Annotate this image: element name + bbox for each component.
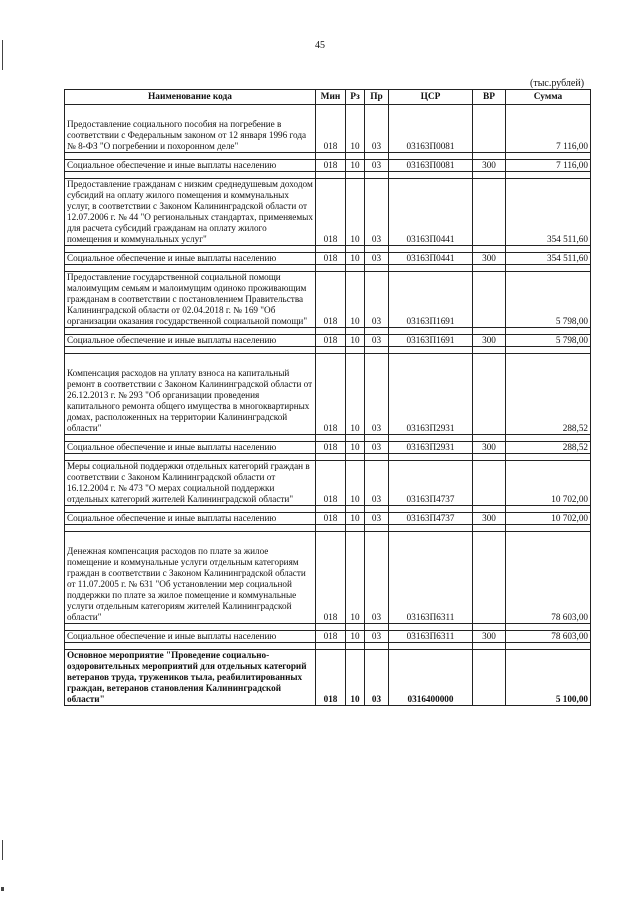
header-vr: ВР — [473, 90, 506, 105]
table-row — [65, 650, 591, 706]
row-spacer — [65, 265, 591, 272]
cell-name: Денежная компенсация расходов по плате за жилое помещение и коммунальные услуги отдельным категориям граждан в соответствии с Законом Калининградской области от 11.07.2005 г. № 631 "Об установлении мер социальной поддержки по плате за жилое помещение и коммунальные услуги отдельным категориям жителей Калининградской области" — [65, 532, 316, 624]
spacer-cell — [316, 506, 346, 513]
cell-name: Основное мероприятие "Проведение социально-оздоровительных мероприятий для отдельных категорий ветеранов труда, тружеников тыла, реабилитированных граждан, ветеранов становления Калининградской области" — [65, 650, 316, 706]
spacer-cell — [65, 525, 316, 532]
table-row — [65, 179, 591, 246]
spacer-cell — [316, 246, 346, 253]
spacer-cell — [389, 246, 473, 253]
spacer-cell — [473, 454, 506, 461]
cell-sum: 5 798,00 — [506, 335, 591, 347]
cell-pr: 03 — [365, 532, 389, 624]
page-number: 45 — [315, 40, 325, 51]
table-row — [65, 335, 591, 347]
cell-sum: 288,52 — [506, 442, 591, 454]
spacer-cell — [473, 525, 506, 532]
cell-csr: 03163П0441 — [389, 253, 473, 265]
spacer-cell — [316, 153, 346, 160]
cell-sum: 10 702,00 — [506, 513, 591, 525]
cell-csr: 03163П2931 — [389, 442, 473, 454]
spacer-cell — [65, 328, 316, 335]
table-row — [65, 160, 591, 172]
spacer-cell — [65, 265, 316, 272]
spacer-cell — [65, 347, 316, 354]
spacer-cell — [346, 172, 365, 179]
table-row — [65, 105, 591, 153]
cell-rz: 10 — [346, 335, 365, 347]
table-row — [65, 253, 591, 265]
cell-min: 018 — [316, 335, 346, 347]
row-spacer — [65, 328, 591, 335]
row-spacer — [65, 643, 591, 650]
cell-vr — [473, 105, 506, 153]
cell-vr — [473, 650, 506, 706]
header-sum: Сумма — [506, 90, 591, 105]
spacer-cell — [365, 435, 389, 442]
spacer-cell — [346, 454, 365, 461]
spacer-cell — [365, 172, 389, 179]
cell-pr: 03 — [365, 272, 389, 328]
cell-sum: 78 603,00 — [506, 631, 591, 643]
cell-rz: 10 — [346, 513, 365, 525]
spacer-cell — [506, 643, 591, 650]
row-spacer — [65, 347, 591, 354]
spacer-cell — [506, 525, 591, 532]
cell-csr: 03163П2931 — [389, 354, 473, 435]
units-note: (тыс.рублей) — [530, 78, 585, 89]
spacer-cell — [365, 246, 389, 253]
spacer-cell — [346, 506, 365, 513]
table-header-row — [65, 90, 591, 105]
spacer-cell — [506, 506, 591, 513]
cell-name: Компенсация расходов на уплату взноса на капитальный ремонт в соответствии с Законом Калининградской области от 26.12.2013 г. № 293 "Об организации проведения капитального ремонта общего имущества в многоквартирных домах, расположенных на территории Калининградской области" — [65, 354, 316, 435]
cell-rz: 10 — [346, 354, 365, 435]
spacer-cell — [346, 347, 365, 354]
cell-rz: 10 — [346, 179, 365, 246]
cell-name: Социальное обеспечение и иные выплаты населению — [65, 253, 316, 265]
spacer-cell — [473, 506, 506, 513]
cell-rz: 10 — [346, 253, 365, 265]
cell-vr — [473, 354, 506, 435]
spacer-cell — [65, 246, 316, 253]
spacer-cell — [506, 435, 591, 442]
cell-csr: 03163П6311 — [389, 631, 473, 643]
cell-csr: 03163П4737 — [389, 461, 473, 506]
cell-sum: 5 798,00 — [506, 272, 591, 328]
table-row — [65, 354, 591, 435]
row-spacer — [65, 153, 591, 160]
cell-sum: 354 511,60 — [506, 179, 591, 246]
cell-name: Предоставление государственной социальной помощи малоимущим семьям и малоимущим одиноко проживающим гражданам в соответствии с постановлением Правительства Калининградской области от 02.04.2018 г. № 169 "Об организации оказания государственной социальной помощи" — [65, 272, 316, 328]
spacer-cell — [365, 643, 389, 650]
cell-pr: 03 — [365, 461, 389, 506]
spacer-cell — [346, 265, 365, 272]
cell-name: Социальное обеспечение и иные выплаты населению — [65, 513, 316, 525]
cell-min: 018 — [316, 179, 346, 246]
spacer-cell — [473, 172, 506, 179]
spacer-cell — [65, 643, 316, 650]
cell-min: 018 — [316, 631, 346, 643]
cell-rz: 10 — [346, 461, 365, 506]
cell-vr: 300 — [473, 160, 506, 172]
spacer-cell — [389, 265, 473, 272]
cell-rz: 10 — [346, 532, 365, 624]
cell-csr: 03163П1691 — [389, 335, 473, 347]
cell-rz: 10 — [346, 160, 365, 172]
left-edge-mark — [2, 40, 3, 70]
spacer-cell — [346, 624, 365, 631]
spacer-cell — [473, 643, 506, 650]
cell-csr: 03163П6311 — [389, 532, 473, 624]
spacer-cell — [316, 347, 346, 354]
row-spacer — [65, 624, 591, 631]
table-row — [65, 442, 591, 454]
spacer-cell — [316, 454, 346, 461]
cell-csr: 03163П0441 — [389, 179, 473, 246]
spacer-cell — [65, 506, 316, 513]
spacer-cell — [346, 153, 365, 160]
spacer-cell — [389, 328, 473, 335]
spacer-cell — [473, 153, 506, 160]
cell-pr: 03 — [365, 354, 389, 435]
spacer-cell — [389, 153, 473, 160]
cell-rz: 10 — [346, 631, 365, 643]
spacer-cell — [506, 328, 591, 335]
spacer-cell — [506, 172, 591, 179]
row-spacer — [65, 506, 591, 513]
cell-pr: 03 — [365, 253, 389, 265]
spacer-cell — [346, 328, 365, 335]
row-spacer — [65, 454, 591, 461]
cell-name: Меры социальной поддержки отдельных категорий граждан в соответствии с Законом Калининградской области от 16.12.2004 г. № 473 "О мерах социальной поддержки отдельных категорий жителей Калининградской области" — [65, 461, 316, 506]
spacer-cell — [506, 153, 591, 160]
cell-sum: 7 116,00 — [506, 160, 591, 172]
spacer-cell — [65, 435, 316, 442]
cell-vr — [473, 179, 506, 246]
spacer-cell — [316, 525, 346, 532]
table-body — [65, 105, 591, 706]
cell-pr: 03 — [365, 335, 389, 347]
cell-rz: 10 — [346, 272, 365, 328]
spacer-cell — [506, 347, 591, 354]
cell-min: 018 — [316, 442, 346, 454]
spacer-cell — [316, 328, 346, 335]
spacer-cell — [365, 454, 389, 461]
header-name: Наименование кода — [65, 90, 316, 105]
spacer-cell — [65, 454, 316, 461]
header-rz: Рз — [346, 90, 365, 105]
cell-name: Социальное обеспечение и иные выплаты населению — [65, 631, 316, 643]
cell-min: 018 — [316, 461, 346, 506]
cell-sum: 7 116,00 — [506, 105, 591, 153]
spacer-cell — [506, 265, 591, 272]
spacer-cell — [346, 525, 365, 532]
spacer-cell — [365, 525, 389, 532]
cell-rz: 10 — [346, 105, 365, 153]
spacer-cell — [346, 435, 365, 442]
spacer-cell — [389, 454, 473, 461]
table-row — [65, 461, 591, 506]
spacer-cell — [346, 246, 365, 253]
table-row — [65, 272, 591, 328]
spacer-cell — [65, 172, 316, 179]
cell-min: 018 — [316, 160, 346, 172]
cell-vr: 300 — [473, 335, 506, 347]
spacer-cell — [506, 624, 591, 631]
cell-min: 018 — [316, 513, 346, 525]
spacer-cell — [506, 246, 591, 253]
cell-min: 018 — [316, 272, 346, 328]
spacer-cell — [473, 265, 506, 272]
cell-csr: 03163П0081 — [389, 160, 473, 172]
spacer-cell — [389, 172, 473, 179]
cell-min: 018 — [316, 253, 346, 265]
cell-min: 018 — [316, 105, 346, 153]
cell-pr: 03 — [365, 631, 389, 643]
cell-name: Социальное обеспечение и иные выплаты населению — [65, 160, 316, 172]
cell-csr: 0316400000 — [389, 650, 473, 706]
cell-min: 018 — [316, 354, 346, 435]
spacer-cell — [365, 506, 389, 513]
cell-min: 018 — [316, 650, 346, 706]
cell-vr: 300 — [473, 442, 506, 454]
spacer-cell — [389, 624, 473, 631]
header-min: Мин — [316, 90, 346, 105]
cell-name: Социальное обеспечение и иные выплаты населению — [65, 442, 316, 454]
row-spacer — [65, 172, 591, 179]
spacer-cell — [473, 624, 506, 631]
cell-pr: 03 — [365, 650, 389, 706]
row-spacer — [65, 525, 591, 532]
cell-vr: 300 — [473, 513, 506, 525]
spacer-cell — [506, 454, 591, 461]
cell-pr: 03 — [365, 513, 389, 525]
row-spacer — [65, 246, 591, 253]
cell-rz: 10 — [346, 650, 365, 706]
cell-min: 018 — [316, 532, 346, 624]
cell-vr — [473, 532, 506, 624]
cell-sum: 10 702,00 — [506, 461, 591, 506]
spacer-cell — [365, 328, 389, 335]
spacer-cell — [389, 525, 473, 532]
spacer-cell — [346, 643, 365, 650]
spacer-cell — [65, 153, 316, 160]
cell-name: Предоставление гражданам с низким среднедушевым доходом субсидий на оплату жилого помещения и коммунальных услуг, в соответствии с Законом Калининградской области от 12.07.2006 г. № 44 "О региональных стандартах, применяемых для расчета субсидий гражданам на оплату жилого помещения и коммунальных услуг" — [65, 179, 316, 246]
cell-vr — [473, 272, 506, 328]
spacer-cell — [316, 265, 346, 272]
cell-vr: 300 — [473, 253, 506, 265]
spacer-cell — [389, 643, 473, 650]
cell-sum: 354 511,60 — [506, 253, 591, 265]
spacer-cell — [473, 347, 506, 354]
cell-pr: 03 — [365, 160, 389, 172]
header-pr: Пр — [365, 90, 389, 105]
left-edge-mark — [1, 887, 4, 891]
row-spacer — [65, 435, 591, 442]
cell-name: Социальное обеспечение и иные выплаты населению — [65, 335, 316, 347]
cell-vr: 300 — [473, 631, 506, 643]
cell-sum: 288,52 — [506, 354, 591, 435]
cell-pr: 03 — [365, 442, 389, 454]
spacer-cell — [473, 328, 506, 335]
cell-rz: 10 — [346, 442, 365, 454]
cell-name: Предоставление социального пособия на погребение в соответствии с Федеральным законом от 12 января 1996 года № 8-ФЗ "О погребении и похоронном деле" — [65, 105, 316, 153]
cell-sum: 5 100,00 — [506, 650, 591, 706]
spacer-cell — [365, 265, 389, 272]
cell-csr: 03163П1691 — [389, 272, 473, 328]
spacer-cell — [473, 246, 506, 253]
budget-table — [64, 89, 591, 706]
cell-vr — [473, 461, 506, 506]
spacer-cell — [316, 624, 346, 631]
cell-pr: 03 — [365, 105, 389, 153]
spacer-cell — [316, 435, 346, 442]
cell-sum: 78 603,00 — [506, 532, 591, 624]
left-edge-mark — [2, 840, 3, 860]
spacer-cell — [65, 624, 316, 631]
spacer-cell — [365, 624, 389, 631]
spacer-cell — [316, 172, 346, 179]
table-row — [65, 513, 591, 525]
spacer-cell — [389, 506, 473, 513]
cell-pr: 03 — [365, 179, 389, 246]
spacer-cell — [389, 347, 473, 354]
table-row — [65, 532, 591, 624]
spacer-cell — [389, 435, 473, 442]
spacer-cell — [316, 643, 346, 650]
cell-csr: 03163П4737 — [389, 513, 473, 525]
spacer-cell — [473, 435, 506, 442]
header-csr: ЦСР — [389, 90, 473, 105]
cell-csr: 03163П0081 — [389, 105, 473, 153]
spacer-cell — [365, 347, 389, 354]
table-row — [65, 631, 591, 643]
spacer-cell — [365, 153, 389, 160]
